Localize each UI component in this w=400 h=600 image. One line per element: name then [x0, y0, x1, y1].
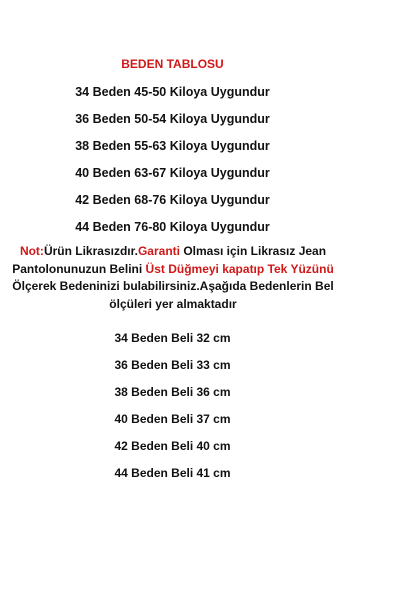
- note-paragraph: [8, 243, 338, 313]
- size-weight-item: 34 Beden 45-50 Kiloya Uygundur: [75, 85, 270, 99]
- size-weight-item: 38 Beden 55-63 Kiloya Uygundur: [75, 139, 270, 153]
- note-highlight-guarantee: Garanti: [137, 244, 180, 258]
- note-text-part-2: Olması için Likrasız Jean Pantolonunuzun Belini: [12, 244, 327, 276]
- size-weight-list: [0, 84, 345, 246]
- size-weight-item: 44 Beden 76-80 Kiloya Uygundur: [75, 220, 270, 234]
- note-highlight-button: Üst Düğmeyi kapatıp Tek Yüzünü: [145, 261, 334, 276]
- waist-measurement-item: 42 Beden Beli 40 cm: [114, 439, 231, 453]
- waist-measurement-item: 40 Beden Beli 37 cm: [114, 412, 231, 426]
- size-weight-item: 40 Beden 63-67 Kiloya Uygundur: [75, 166, 270, 180]
- waist-measurement-item: 36 Beden Beli 33 cm: [114, 358, 231, 372]
- waist-measurement-item: 34 Beden Beli 32 cm: [114, 331, 231, 345]
- page-title: BEDEN TABLOSU: [121, 57, 224, 71]
- note-text-part-3: Ölçerek Bedeninizi bulabilirsiniz.Aşağıda Bedenlerin Bel ölçüleri yer almaktadır: [12, 279, 334, 311]
- size-weight-item: 36 Beden 50-54 Kiloya Uygundur: [75, 112, 270, 126]
- note-text-part-1: Ürün Likrasızdır.: [43, 244, 138, 258]
- waist-measurement-item: 44 Beden Beli 41 cm: [114, 466, 231, 480]
- note-label: Not:: [19, 244, 44, 258]
- size-weight-item: 42 Beden 68-76 Kiloya Uygundur: [75, 193, 270, 207]
- waist-measurement-item: 38 Beden Beli 36 cm: [114, 385, 231, 399]
- waist-measurement-list: [0, 330, 345, 492]
